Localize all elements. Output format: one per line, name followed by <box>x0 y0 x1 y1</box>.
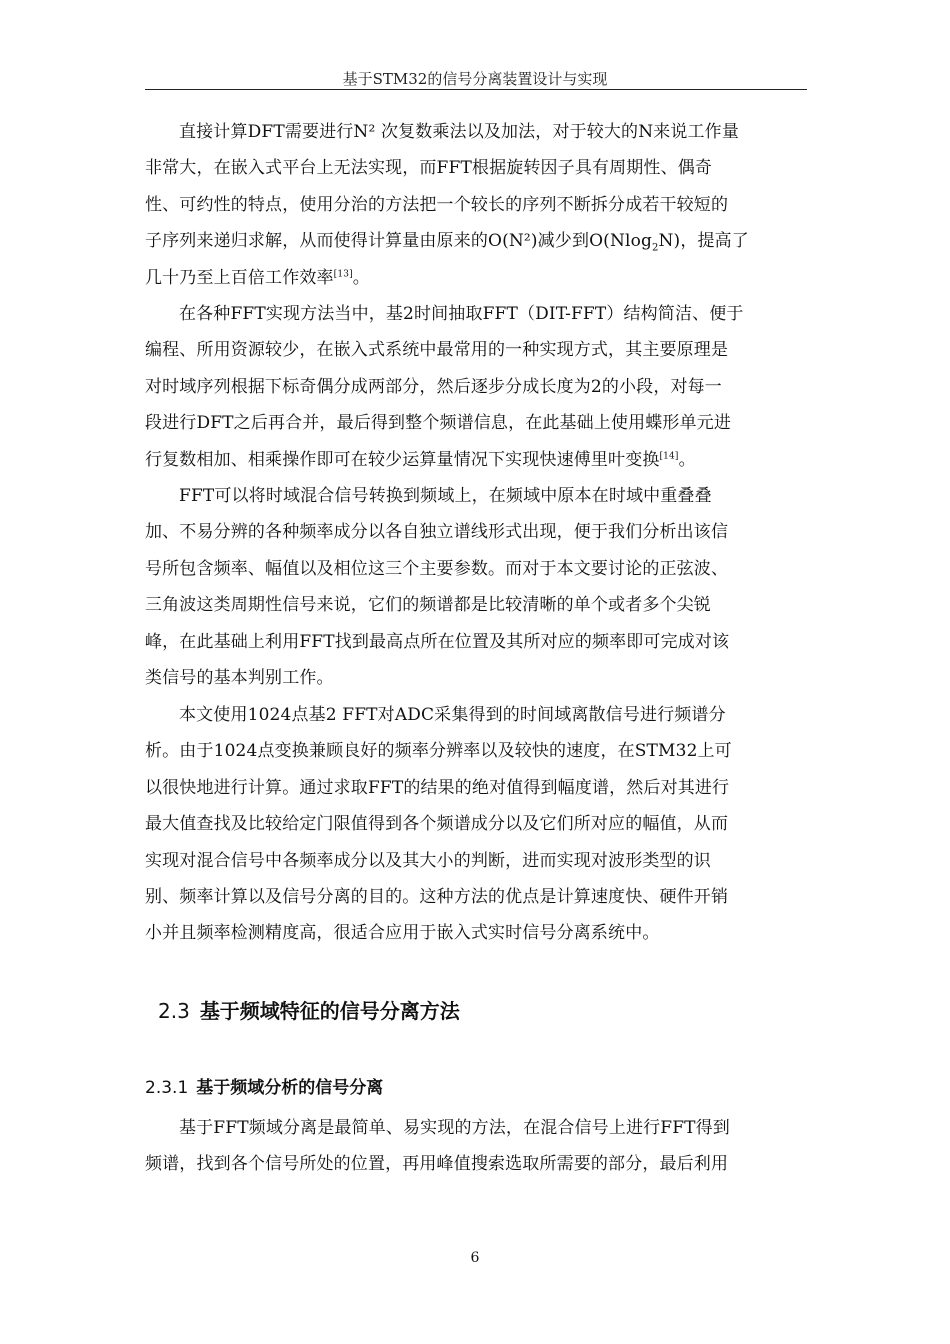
paragraph-line: 加、不易分辨的各种频率成分以各自独立谱线形式出现，便于我们分析出该信 <box>145 522 729 543</box>
paragraph-line: 类信号的基本判别工作。 <box>145 668 334 689</box>
paragraph-line: 小并且频率检测精度高，很适合应用于嵌入式实时信号分离系统中。 <box>145 923 660 944</box>
subsection-number: 2.3.1 <box>145 1078 189 1098</box>
header-rule <box>145 89 807 90</box>
paragraph-line: 频谱，找到各个信号所处的位置，再用峰值搜索选取所需要的部分，最后利用 <box>145 1154 729 1175</box>
paragraph-line: 别、频率计算以及信号分离的目的。这种方法的优点是计算速度快、硬件开销 <box>145 887 729 908</box>
paragraph-line: 三角波这类周期性信号来说，它们的频谱都是比较清晰的单个或者多个尖锐 <box>145 595 711 616</box>
paragraph-line: 非常大，在嵌入式平台上无法实现，而FFT根据旋转因子具有周期性、偶奇 <box>145 158 713 179</box>
paragraph-dit-fft <box>145 296 807 478</box>
paragraph-fft-frequency-domain <box>145 478 807 696</box>
paragraph-line: 本文使用1024点基2 FFT对ADC采集得到的时间域离散信号进行频谱分 <box>179 705 726 725</box>
paragraph-line: 性、可约性的特点，使用分治的方法把一个较长的序列不断拆分成若干较短的 <box>145 194 729 215</box>
section-number: 2.3 <box>158 999 190 1023</box>
paragraph-line: 实现对混合信号中各频率成分以及其大小的判断，进而实现对波形类型的识 <box>145 850 711 871</box>
running-header: 基于STM32的信号分离装置设计与实现 <box>342 70 608 88</box>
section-heading <box>158 995 460 1024</box>
paragraph-line: 基于FFT频域分离是最简单、易实现的方法，在混合信号上进行FFT得到 <box>179 1118 730 1138</box>
paragraph-line: 子序列来递归求解，从而使得计算量由原来的O(N²)减少到O(Nlog$_2$N)，提高了 <box>145 231 749 254</box>
paragraph-line: 峰，在此基础上利用FFT找到最高点所在位置及其所对应的频率即可完成对该 <box>145 631 730 652</box>
paragraph-line: 最大值查找及比较给定门限值得到各个频谱成分以及它们所对应的幅值，从而 <box>145 814 729 835</box>
paragraph-line: 析。由于1024点变换兼顾良好的频率分辨率以及较快的速度，在STM32上可 <box>145 741 732 762</box>
paragraph-line: 行复数相加、相乘操作即可在较少运算量情况下实现快速傅里叶变换[14]。 <box>145 449 696 470</box>
paragraph-line: 直接计算DFT需要进行N² 次复数乘法以及加法，对于较大的N来说工作量 <box>179 122 739 142</box>
page-number: 6 <box>470 1250 480 1266</box>
paragraph-line: 段进行DFT之后再合并，最后得到整个频谱信息，在此基础上使用蝶形单元进 <box>145 413 732 434</box>
paragraph-line: 对时域序列根据下标奇偶分成两部分，然后逐步分成长度为2的小段，对每一 <box>145 376 722 397</box>
subsection-heading <box>145 1073 383 1098</box>
paragraph-line: 几十乃至上百倍工作效率[13]。 <box>145 267 370 288</box>
paragraph-1024-point-fft <box>145 697 807 952</box>
citation-ref: [13] <box>333 268 353 279</box>
paragraph-line: 以很快地进行计算。通过求取FFT的结果的绝对值得到幅度谱，然后对其进行 <box>145 777 730 798</box>
paragraph-dft-vs-fft <box>145 114 807 296</box>
section-title: 基于频域特征的信号分离方法 <box>199 999 460 1023</box>
paragraph-line: 编程、所用资源较少，在嵌入式系统中最常用的一种实现方式，其主要原理是 <box>145 340 729 361</box>
log-base-subscript: 2 <box>652 242 659 254</box>
paragraph-fft-separation <box>145 1110 807 1183</box>
citation-ref: [14] <box>659 450 679 461</box>
subsection-title: 基于频域分析的信号分离 <box>196 1078 384 1098</box>
paragraph-line: 在各种FFT实现方法当中，基2时间抽取FFT（DIT-FFT）结构简洁、便于 <box>179 304 744 324</box>
paragraph-line: FFT可以将时域混合信号转换到频域上，在频域中原本在时域中重叠叠 <box>179 486 712 506</box>
paragraph-line: 号所包含频率、幅值以及相位这三个主要参数。而对于本文要讨论的正弦波、 <box>145 558 729 579</box>
